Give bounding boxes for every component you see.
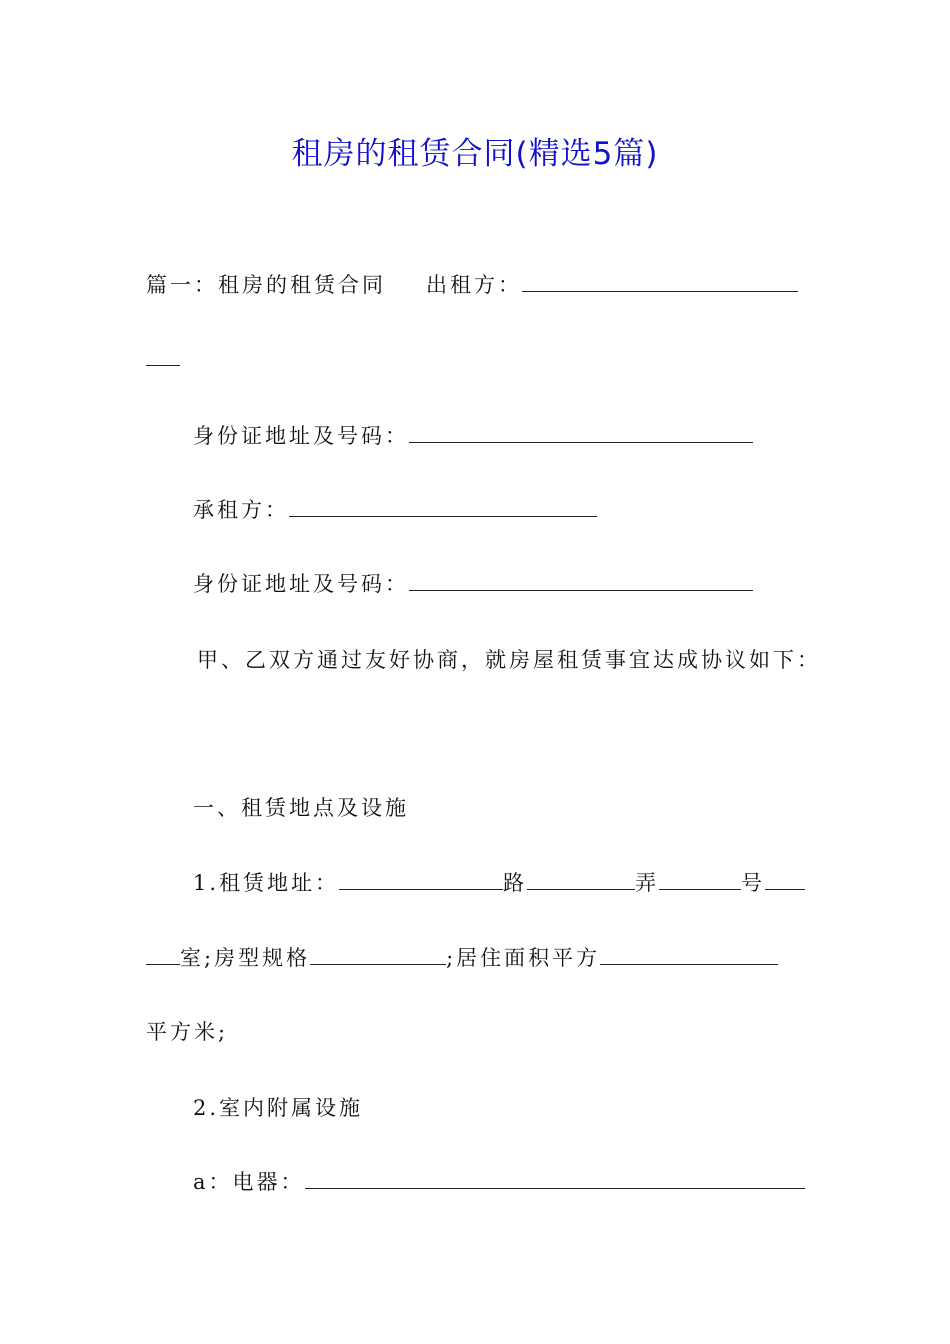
id-address-label: 身份证地址及号码： [193, 424, 409, 448]
area-label: ;居住面积平方 [446, 946, 601, 970]
address-blank[interactable] [339, 869, 503, 890]
lessor-blank-continued[interactable] [146, 345, 180, 366]
appliances-line [193, 1168, 805, 1196]
lessee-line [193, 496, 597, 524]
number-label: 号 [741, 871, 766, 895]
lane-label: 弄 [635, 871, 660, 895]
road-label: 路 [503, 871, 528, 895]
appliances-label: a：电器： [193, 1170, 305, 1194]
room-blank[interactable] [146, 944, 180, 965]
id-address-label: 身份证地址及号码： [193, 572, 409, 596]
room-label: 室;房型规格 [180, 946, 311, 970]
address-line [193, 869, 805, 897]
lessor-blank-continued-line [146, 345, 180, 373]
section-heading: 一、租赁地点及设施 [193, 796, 409, 820]
lessor-blank[interactable] [522, 271, 798, 292]
number-blank[interactable] [765, 869, 805, 890]
lane-blank[interactable] [659, 869, 741, 890]
road-blank[interactable] [527, 869, 635, 890]
area-blank[interactable] [600, 944, 778, 965]
sqm-text: 平方米; [146, 1020, 229, 1044]
lessor-id-line [193, 422, 753, 450]
room-line [146, 944, 778, 972]
lessee-blank[interactable] [289, 496, 597, 517]
room-type-blank[interactable] [310, 944, 446, 965]
appliances-blank[interactable] [305, 1168, 805, 1189]
address-label: 1.租赁地址： [193, 871, 340, 895]
lessee-id-line [193, 570, 753, 598]
lessor-line [146, 271, 798, 299]
document-title: 租房的租赁合同(精选5篇) [291, 136, 659, 172]
lessor-id-blank[interactable] [409, 422, 753, 443]
part-label: 篇一：租房的租赁合同 [146, 273, 386, 297]
agreement-paragraph: 甲、乙双方通过友好协商，就房屋租赁事宜达成协议如下： [197, 648, 821, 672]
lessee-id-blank[interactable] [409, 570, 753, 591]
facilities-heading: 2.室内附属设施 [193, 1096, 364, 1120]
lessee-label: 承租方： [193, 498, 289, 522]
lessor-label: 出租方： [426, 273, 522, 297]
